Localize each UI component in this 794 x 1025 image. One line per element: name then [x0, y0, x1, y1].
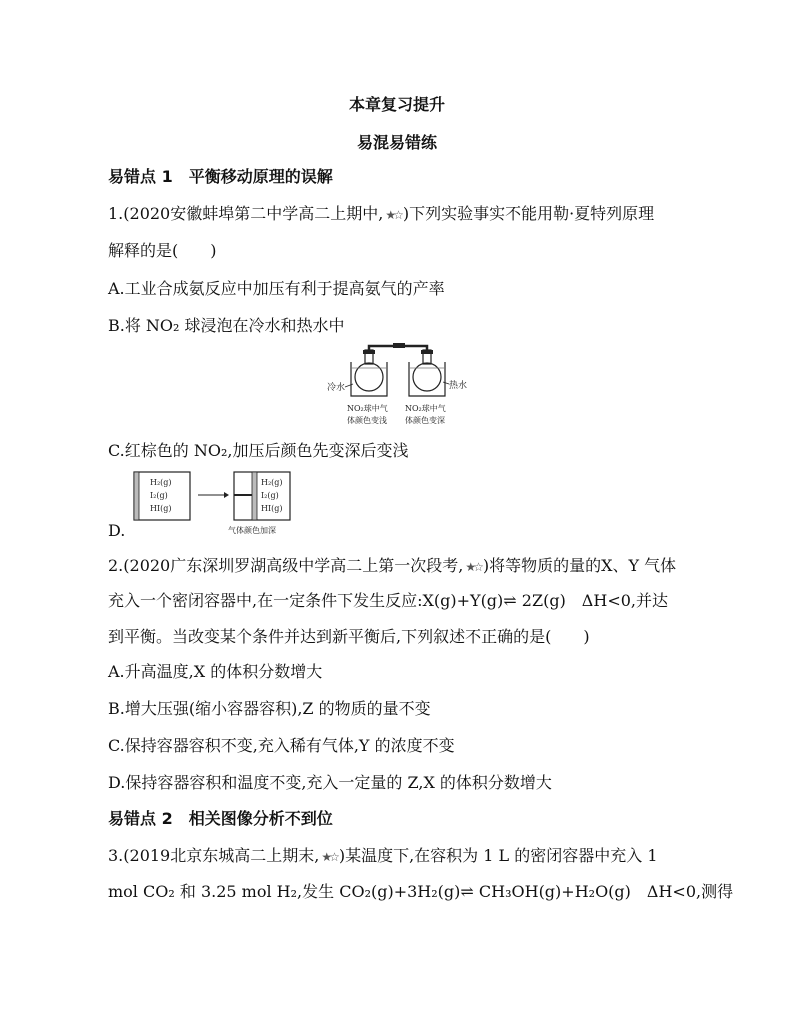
figd-caption: 气体颜色加深 — [228, 526, 276, 535]
q1-stem-line2: 解释的是( ) — [108, 241, 217, 260]
q1-option-c: C.红棕色的 NO₂,加压后颜色先变深后变浅 — [108, 441, 409, 460]
left-caption-2: 体颜色变浅 — [347, 416, 387, 425]
page-title: 本章复习提升 — [348, 95, 445, 114]
q1-option-a: A.工业合成氨反应中加压有利于提高氨气的产率 — [108, 279, 445, 298]
difficulty-star-icon: ★☆ — [321, 850, 337, 864]
box1-hi: HI(g) — [150, 504, 172, 513]
box2-hi: HI(g) — [261, 504, 283, 513]
section-heading-1: 易错点 1 平衡移动原理的误解 — [108, 167, 333, 186]
right-caption-1: NO₂球中气 — [405, 404, 446, 413]
section-heading-2: 易错点 2 相关图像分析不到位 — [108, 809, 333, 828]
q2-stem-line2: 充入一个密闭容器中,在一定条件下发生反应:X(g)+Y(g)⇌ 2Z(g) ΔH<0,并达 — [108, 591, 668, 610]
right-caption-2: 体颜色变深 — [405, 416, 445, 425]
q2-option-c: C.保持容器容积不变,充入稀有气体,Y 的浓度不变 — [108, 736, 455, 755]
q2-option-a: A.升高温度,X 的体积分数增大 — [108, 662, 323, 681]
q3-suffix: )某温度下,在容积为 1 L 的密闭容器中充入 1 — [338, 846, 658, 865]
hot-water-label: 热水 — [449, 381, 468, 391]
box2-h2: H₂(g) — [261, 478, 283, 487]
cold-water-label: 冷水 — [327, 383, 346, 393]
q1-prefix: 1.(2020安徽蚌埠第二中学高二上期中, — [108, 204, 384, 223]
q2-prefix: 2.(2020广东深圳罗湖高级中学高二上第一次段考, — [108, 556, 464, 575]
q2-option-d: D.保持容器容积和温度不变,充入一定量的 Z,X 的体积分数增大 — [108, 773, 552, 792]
box1-h2: H₂(g) — [150, 478, 172, 487]
no2-flasks-figure — [325, 340, 475, 432]
q3-stem-line2: mol CO₂ 和 3.25 mol H₂,发生 CO₂(g)+3H₂(g)⇌ CH₃OH(g)+H₂O(g) ΔH<0,测得 — [108, 882, 734, 901]
box1-i2: I₂(g) — [150, 491, 168, 500]
q3-stem-line1 — [108, 845, 658, 868]
difficulty-star-icon: ★☆ — [465, 560, 481, 574]
q2-stem-line1 — [108, 555, 676, 578]
box2-i2: I₂(g) — [261, 491, 279, 500]
q1-suffix: )下列实验事实不能用勒·夏特列原理 — [402, 204, 655, 223]
q2-suffix: )将等物质的量的X、Y 气体 — [482, 556, 677, 575]
difficulty-star-icon: ★☆ — [385, 208, 401, 222]
q1-option-d: D. — [108, 521, 126, 540]
q3-prefix: 3.(2019北京东城高二上期末, — [108, 846, 320, 865]
q2-option-b: B.增大压强(缩小容器容积),Z 的物质的量不变 — [108, 699, 431, 718]
left-caption-1: NO₂球中气 — [347, 404, 388, 413]
q1-stem-line1 — [108, 203, 654, 226]
page-subtitle: 易混易错练 — [356, 133, 437, 152]
q2-stem-line3: 到平衡。当改变某个条件并达到新平衡后,下列叙述不正确的是( ) — [108, 627, 590, 646]
q1-option-b: B.将 NO₂ 球浸泡在冷水和热水中 — [108, 316, 345, 335]
compression-figure — [128, 470, 328, 540]
